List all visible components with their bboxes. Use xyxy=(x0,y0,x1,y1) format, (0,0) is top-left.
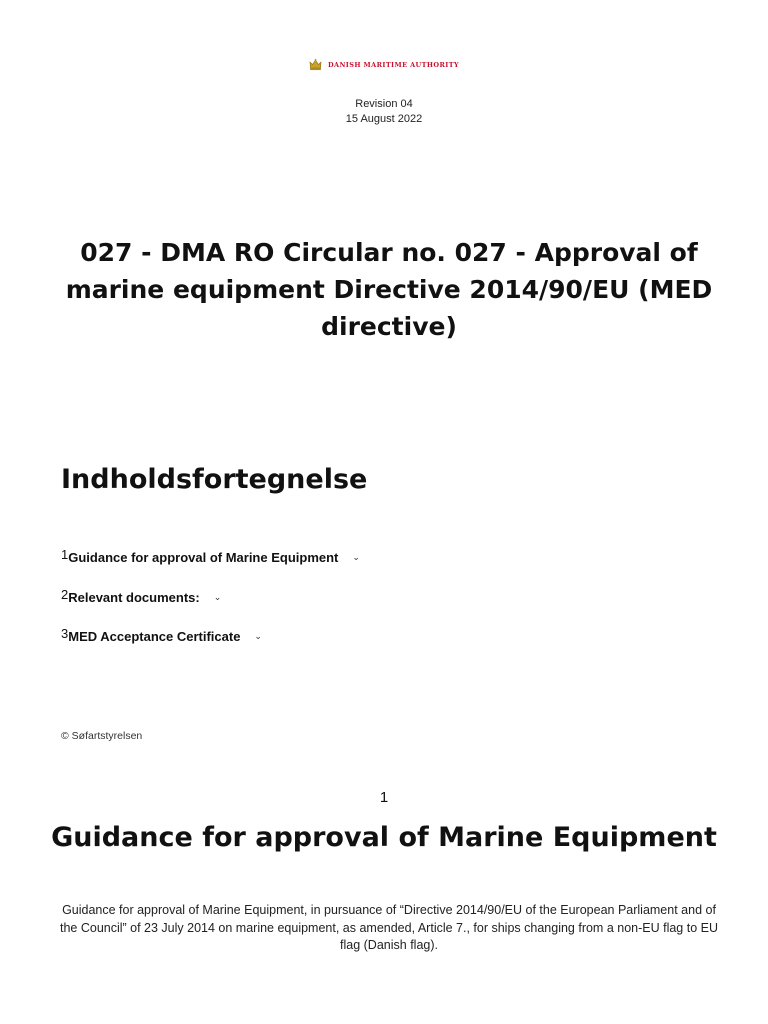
copyright-text: © Søfartstyrelsen xyxy=(61,730,143,742)
revision-label: Revision 04 xyxy=(355,98,413,110)
toc-item-label[interactable]: Relevant documents: xyxy=(68,590,200,605)
toc-item-label[interactable]: MED Acceptance Certificate xyxy=(68,629,241,644)
section-number: 1 xyxy=(379,789,389,806)
section-body: Guidance for approval of Marine Equipment, in pursuance of “Directive 2014/90/EU of the European Parliament and of the Council” of 23 July 2014 on marine equipment, as amended, Article 7., for ships changing from a non-EU flag to EU flag (Danish flag). xyxy=(59,903,718,952)
revision-date: 15 August 2022 xyxy=(345,113,423,125)
chevron-down-icon[interactable]: ⌄ xyxy=(213,592,222,602)
section-title: Guidance for approval of Marine Equipment xyxy=(51,822,717,853)
toc-item-guidance[interactable] xyxy=(61,547,360,565)
authority-name: DANISH MARITIME AUTHORITY xyxy=(327,60,459,69)
chevron-down-icon[interactable]: ⌄ xyxy=(352,552,360,562)
toc-item-number: 3 xyxy=(61,626,69,641)
toc-item-label[interactable]: Guidance for approval of Marine Equipment xyxy=(68,550,339,565)
crown-icon xyxy=(309,58,322,71)
dma-logo xyxy=(0,58,768,71)
chevron-down-icon[interactable]: ⌄ xyxy=(254,631,262,641)
toc-item-number: 2 xyxy=(61,587,69,602)
toc-item-number: 1 xyxy=(61,547,69,562)
toc-item-relevant-documents[interactable] xyxy=(61,587,222,605)
toc-heading: Indholdsfortegnelse xyxy=(61,464,368,495)
document-title: 027 - DMA RO Circular no. 027 - Approval of marine equipment Directive 2014/90/EU (MED directive) xyxy=(65,238,713,341)
revision-block xyxy=(0,97,768,127)
toc-item-med-certificate[interactable] xyxy=(61,626,262,644)
